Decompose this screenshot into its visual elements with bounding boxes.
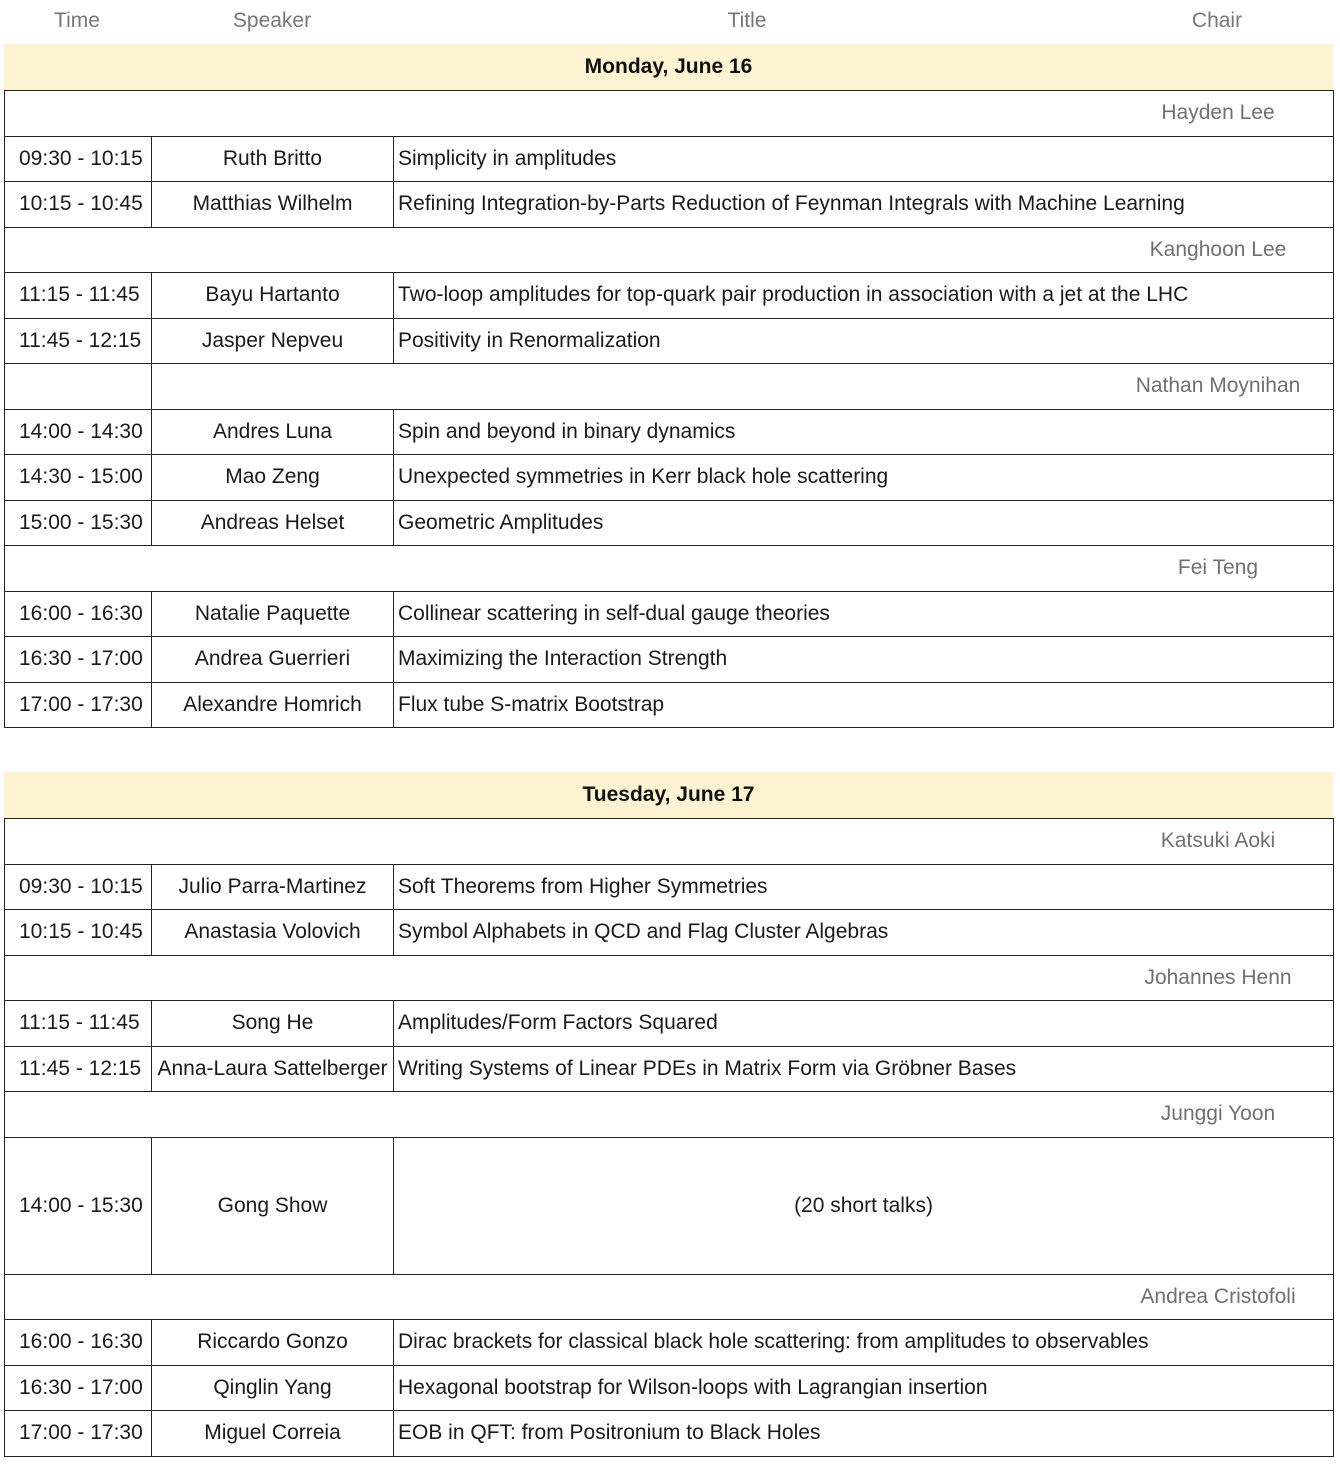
talk-row bbox=[5, 637, 1334, 683]
chair-name: Andrea Cristofoli bbox=[1140, 1284, 1296, 1308]
chair-name: Kanghoon Lee bbox=[1149, 237, 1287, 261]
chair-cell bbox=[5, 91, 1334, 137]
talk-time: 17:00 - 17:30 bbox=[5, 1411, 152, 1457]
talk-speaker: Gong Show bbox=[152, 1137, 394, 1274]
talk-time: 11:45 - 12:15 bbox=[5, 1046, 152, 1092]
talk-speaker: Riccardo Gonzo bbox=[152, 1320, 394, 1366]
days-container bbox=[4, 44, 1333, 1457]
header-chair: Chair bbox=[1191, 9, 1243, 32]
chair-name: Junggi Yoon bbox=[1160, 1102, 1276, 1126]
talk-time: 16:00 - 16:30 bbox=[5, 591, 152, 637]
talk-row bbox=[5, 136, 1334, 182]
talk-title: Geometric Amplitudes bbox=[394, 500, 1334, 546]
talk-row bbox=[5, 1046, 1334, 1092]
talk-time: 15:00 - 15:30 bbox=[5, 500, 152, 546]
talk-row bbox=[5, 864, 1334, 910]
talk-speaker: Mao Zeng bbox=[152, 455, 394, 501]
talk-speaker: Natalie Paquette bbox=[152, 591, 394, 637]
chair-name: Fei Teng bbox=[1177, 556, 1259, 580]
talk-row bbox=[5, 682, 1334, 728]
talk-row bbox=[5, 1001, 1334, 1047]
chair-cell bbox=[5, 819, 1334, 865]
chair-row bbox=[5, 955, 1334, 1001]
talk-speaker: Alexandre Homrich bbox=[152, 682, 394, 728]
talk-title: Unexpected symmetries in Kerr black hole scattering bbox=[394, 455, 1334, 501]
talk-speaker: Matthias Wilhelm bbox=[152, 182, 394, 228]
talk-title: Maximizing the Interaction Strength bbox=[394, 637, 1334, 683]
talk-time: 17:00 - 17:30 bbox=[5, 682, 152, 728]
talk-title: Soft Theorems from Higher Symmetries bbox=[394, 864, 1334, 910]
header-speaker: Speaker bbox=[232, 9, 312, 32]
talk-time: 14:30 - 15:00 bbox=[5, 455, 152, 501]
talk-time: 16:30 - 17:00 bbox=[5, 637, 152, 683]
chair-name: Nathan Moynihan bbox=[1135, 374, 1301, 398]
talk-row bbox=[5, 1365, 1334, 1411]
talk-title: Simplicity in amplitudes bbox=[394, 136, 1334, 182]
talk-speaker: Ruth Britto bbox=[152, 136, 394, 182]
talk-row bbox=[5, 273, 1334, 319]
talk-row bbox=[5, 1411, 1334, 1457]
chair-cell bbox=[5, 227, 1334, 273]
chair-cell bbox=[5, 955, 1334, 1001]
talk-speaker: Andres Luna bbox=[152, 409, 394, 455]
talk-row bbox=[5, 910, 1334, 956]
talk-time: 10:15 - 10:45 bbox=[5, 182, 152, 228]
chair-cell bbox=[5, 546, 1334, 592]
talk-time: 16:00 - 16:30 bbox=[5, 1320, 152, 1366]
talk-speaker: Andreas Helset bbox=[152, 500, 394, 546]
talk-speaker: Julio Parra-Martinez bbox=[152, 864, 394, 910]
day-banner: Monday, June 16 bbox=[4, 44, 1333, 90]
day-block bbox=[4, 772, 1333, 1457]
talk-title: Hexagonal bootstrap for Wilson-loops with Lagrangian insertion bbox=[394, 1365, 1334, 1411]
talk-time: 09:30 - 10:15 bbox=[5, 864, 152, 910]
talk-time: 09:30 - 10:15 bbox=[5, 136, 152, 182]
talk-speaker: Anna-Laura Sattelberger bbox=[152, 1046, 394, 1092]
talk-title: EOB in QFT: from Positronium to Black Holes bbox=[394, 1411, 1334, 1457]
chair-row bbox=[5, 1274, 1334, 1320]
chair-cell bbox=[5, 1274, 1334, 1320]
talk-time: 14:00 - 15:30 bbox=[5, 1137, 152, 1274]
talk-title: Flux tube S-matrix Bootstrap bbox=[394, 682, 1334, 728]
talk-time: 11:15 - 11:45 bbox=[5, 273, 152, 319]
chair-row bbox=[5, 819, 1334, 865]
talk-title: Amplitudes/Form Factors Squared bbox=[394, 1001, 1334, 1047]
talk-row bbox=[5, 318, 1334, 364]
talk-title: Writing Systems of Linear PDEs in Matrix Form via Gröbner Bases bbox=[394, 1046, 1334, 1092]
talk-title: Collinear scattering in self-dual gauge theories bbox=[394, 591, 1334, 637]
talk-title: Symbol Alphabets in QCD and Flag Cluster Algebras bbox=[394, 910, 1334, 956]
schedule-table bbox=[4, 818, 1334, 1457]
chair-name: Hayden Lee bbox=[1161, 101, 1275, 125]
chair-name: Katsuki Aoki bbox=[1160, 829, 1276, 853]
day-block bbox=[4, 44, 1333, 728]
schedule-table bbox=[4, 90, 1334, 728]
talk-title: Positivity in Renormalization bbox=[394, 318, 1334, 364]
day-gap bbox=[4, 728, 1333, 772]
chair-cell bbox=[152, 364, 1334, 410]
chair-row bbox=[5, 227, 1334, 273]
talk-time: 11:15 - 11:45 bbox=[5, 1001, 152, 1047]
chair-row bbox=[5, 1092, 1334, 1138]
talk-title: (20 short talks) bbox=[394, 1137, 1334, 1274]
talk-row bbox=[5, 182, 1334, 228]
schedule-page bbox=[4, 0, 1333, 1457]
talk-speaker: Bayu Hartanto bbox=[152, 273, 394, 319]
talk-row bbox=[5, 591, 1334, 637]
talk-speaker: Jasper Nepveu bbox=[152, 318, 394, 364]
talk-speaker: Andrea Guerrieri bbox=[152, 637, 394, 683]
header-time: Time bbox=[54, 9, 100, 32]
talk-time: 16:30 - 17:00 bbox=[5, 1365, 152, 1411]
talk-row bbox=[5, 409, 1334, 455]
talk-speaker: Song He bbox=[152, 1001, 394, 1047]
talk-speaker: Anastasia Volovich bbox=[152, 910, 394, 956]
chair-cell bbox=[5, 1092, 1334, 1138]
talk-time: 11:45 - 12:15 bbox=[5, 318, 152, 364]
talk-time: 14:00 - 14:30 bbox=[5, 409, 152, 455]
chair-blank-cell bbox=[5, 364, 152, 410]
talk-title: Two-loop amplitudes for top-quark pair production in association with a jet at the LHC bbox=[394, 273, 1334, 319]
talk-row bbox=[5, 1320, 1334, 1366]
talk-speaker: Miguel Correia bbox=[152, 1411, 394, 1457]
talk-row bbox=[5, 455, 1334, 501]
talk-title: Refining Integration-by-Parts Reduction of Feynman Integrals with Machine Learning bbox=[394, 182, 1334, 228]
talk-title: Dirac brackets for classical black hole scattering: from amplitudes to observables bbox=[394, 1320, 1334, 1366]
talk-time: 10:15 - 10:45 bbox=[5, 910, 152, 956]
chair-row bbox=[5, 91, 1334, 137]
column-header-row bbox=[4, 0, 1333, 44]
talk-row bbox=[5, 1137, 1334, 1274]
chair-name: Johannes Henn bbox=[1144, 965, 1292, 989]
chair-row bbox=[5, 364, 1334, 410]
header-title: Title bbox=[727, 9, 767, 32]
day-banner: Tuesday, June 17 bbox=[4, 772, 1333, 818]
talk-row bbox=[5, 500, 1334, 546]
talk-title: Spin and beyond in binary dynamics bbox=[394, 409, 1334, 455]
talk-speaker: Qinglin Yang bbox=[152, 1365, 394, 1411]
chair-row bbox=[5, 546, 1334, 592]
